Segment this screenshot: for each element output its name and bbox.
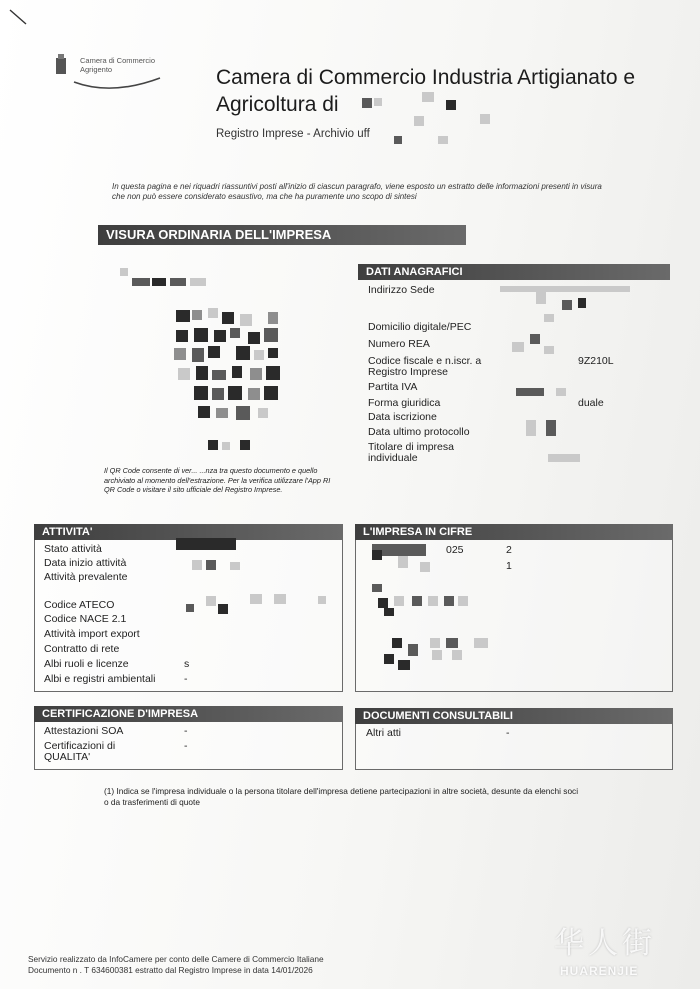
qr-code (170, 304, 290, 424)
cifre-title: L'IMPRESA IN CIFRE (363, 526, 473, 538)
label-import-export: Attività import export (44, 628, 140, 640)
value-altri-atti: - (506, 727, 510, 739)
label-certificazioni: Certificazioni di (44, 740, 116, 752)
logo-line2: Agrigento (80, 65, 113, 74)
anagrafici-row-forma (368, 397, 668, 409)
cifre-row-value2 (506, 560, 546, 572)
label-codice-ateco: Codice ATECO (44, 599, 115, 611)
documenti-band (355, 708, 672, 724)
anagrafici-row-registro (368, 366, 668, 378)
chamber-logo (52, 52, 172, 92)
watermark-glyphs: 华人街 (554, 926, 656, 961)
value-albi-ruoli: s (184, 658, 190, 670)
label-rea: Numero REA (368, 338, 430, 350)
label-qualita: QUALITA' (44, 751, 91, 763)
value-codice-fiscale: 9Z210L (578, 355, 614, 367)
label-codice-fiscale: Codice fiscale e n.iscr. a (368, 355, 482, 367)
certificazione-band (34, 706, 342, 722)
cifre-year-fragment: 025 (446, 544, 464, 556)
attivita-row-albi (44, 658, 334, 670)
label-altri-atti: Altri atti (366, 727, 402, 739)
dati-anagrafici-title: DATI ANAGRAFICI (366, 266, 463, 278)
label-albi-ambientali: Albi e registri ambientali (44, 673, 156, 685)
anagrafici-row-individuale (368, 452, 668, 464)
watermark-text: HUARENJIE (560, 964, 639, 978)
cifre-value1: 2 (506, 544, 512, 556)
doc-row-altri-atti (366, 727, 656, 739)
attivita-title: ATTIVITA' (42, 526, 93, 538)
attivita-row-ambientali (44, 673, 334, 685)
attivita-row-rete (44, 643, 334, 655)
cifre-band (355, 524, 672, 540)
label-forma-giuridica: Forma giuridica (368, 397, 441, 409)
label-stato-attivita: Stato attività (44, 543, 102, 555)
value-certificazioni: - (184, 740, 188, 752)
label-registro-imprese: Registro Imprese (368, 366, 448, 378)
footnote: (1) Indica se l'impresa individuale o la persona titolare dell'impresa detiene partecipazioni in altre società, desunte da elenchi soci o da trasferimenti di quote (104, 786, 579, 807)
documenti-title: DOCUMENTI CONSULTABILI (363, 710, 513, 722)
qr-note: Il QR Code consente di ver... ...nza tra questo documento e quello archiviato al momento dell'estrazione. Per la verifica utilizzare l'App RI QR Code o visitare il sito ufficiale del Registro Imprese. (104, 466, 331, 494)
footer-line2: Documento n . T 634600381 estratto dal Registro Imprese in data 14/01/2026 (28, 965, 313, 975)
value-albi-ambientali: - (184, 673, 188, 685)
cifre-row-value1 (506, 544, 546, 556)
label-data-inizio: Data inizio attività (44, 557, 127, 569)
label-data-iscrizione: Data iscrizione (368, 411, 437, 423)
label-contratto-rete: Contratto di rete (44, 643, 120, 655)
value-forma-giuridica: duale (578, 397, 604, 409)
visura-title: VISURA ORDINARIA DELL'IMPRESA (106, 227, 332, 242)
logo-line1: Camera di Commercio (80, 56, 156, 65)
label-titolare: Titolare di impresa (368, 441, 454, 453)
logo-text (80, 56, 155, 74)
intro-text: In questa pagina e nei riquadri riassuntivi posti all'inizio di ciascun paragrafo, viene esposto un estratto delle informazioni presenti in visura che non può essere considerato esaustivo, ma che ha puramente uno scopo di sintesi (112, 182, 602, 201)
attivita-row-inizio (44, 557, 334, 569)
title-line1: Camera di Commercio Industria Artigianato e (216, 66, 636, 89)
cert-row-soa (44, 725, 334, 737)
footer-line1: Servizio realizzato da InfoCamere per conto delle Camere di Commercio Italiane (28, 954, 324, 964)
anagrafici-row-protocollo (368, 426, 668, 438)
certificazione-title: CERTIFICAZIONE D'IMPRESA (42, 708, 199, 720)
page-subtitle: Registro Imprese - Archivio uff (216, 128, 370, 140)
label-individuale: individuale (368, 452, 418, 464)
label-pec: Domicilio digitale/PEC (368, 321, 472, 333)
value-attestazioni-soa: - (184, 725, 188, 737)
site-watermark (552, 918, 692, 988)
footer (28, 954, 324, 976)
cert-row-qualita (44, 751, 334, 763)
visura-title-band (98, 225, 466, 245)
dati-anagrafici-band (358, 264, 670, 280)
attivita-row-prevalente (44, 571, 334, 583)
anagrafici-row-iscrizione (368, 411, 668, 423)
cifre-value2: 1 (506, 560, 512, 572)
anagrafici-row-pec (368, 321, 668, 333)
label-ultimo-protocollo: Data ultimo protocollo (368, 426, 470, 438)
label-albi-ruoli: Albi ruoli e licenze (44, 658, 129, 670)
title-line2: Agricoltura di (216, 93, 339, 116)
corner-mark (8, 6, 30, 28)
label-attestazioni-soa: Attestazioni SOA (44, 725, 124, 737)
attivita-row-nace (44, 613, 334, 625)
label-attivita-prevalente: Attività prevalente (44, 571, 128, 583)
label-indirizzo-sede: Indirizzo Sede (368, 284, 435, 296)
label-partita-iva: Partita IVA (368, 381, 418, 393)
attivita-row-import (44, 628, 334, 640)
label-codice-nace: Codice NACE 2.1 (44, 613, 127, 625)
